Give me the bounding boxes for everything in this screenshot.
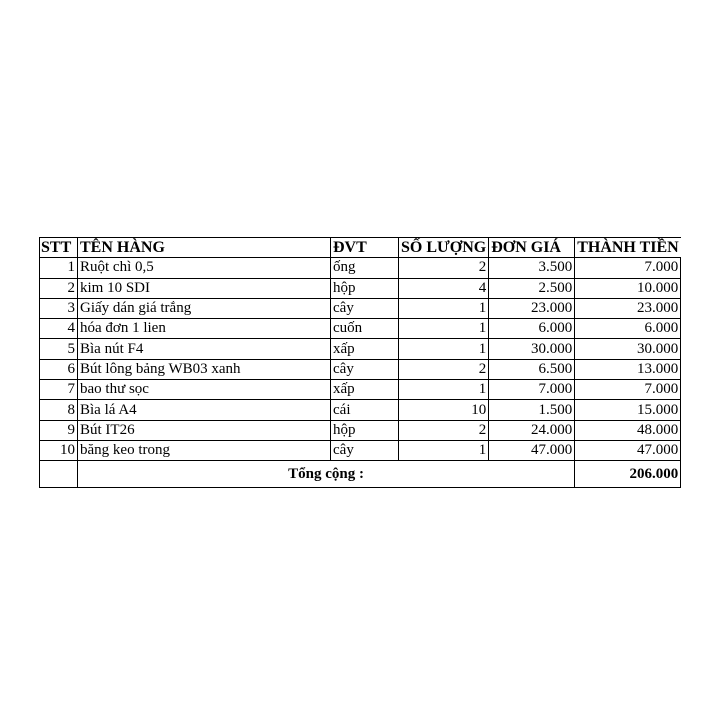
table-row (40, 359, 681, 379)
row-item-name: kim 10 SDI (78, 278, 331, 298)
row-unit: hộp (331, 278, 399, 298)
row-stt: 10 (40, 440, 78, 460)
row-quantity: 2 (399, 258, 489, 278)
total-value: 206.000 (575, 461, 681, 488)
header-amount: THÀNH TIỀN (575, 238, 681, 258)
row-quantity: 1 (399, 440, 489, 460)
row-amount: 10.000 (575, 278, 681, 298)
row-amount: 23.000 (575, 298, 681, 318)
row-item-name: Bút IT26 (78, 420, 331, 440)
row-unit: xấp (331, 380, 399, 400)
row-stt: 7 (40, 380, 78, 400)
total-label: Tổng cộng : (78, 461, 575, 488)
row-amount: 15.000 (575, 400, 681, 420)
header-stt: STT (40, 238, 78, 258)
row-unit-price: 24.000 (489, 420, 575, 440)
row-item-name: bao thư sọc (78, 380, 331, 400)
row-unit: cây (331, 440, 399, 460)
row-unit: cuốn (331, 319, 399, 339)
row-unit: cái (331, 400, 399, 420)
row-item-name: băng keo trong (78, 440, 331, 460)
header-unit: ĐVT (331, 238, 399, 258)
row-item-name: Bìa nút F4 (78, 339, 331, 359)
row-stt: 5 (40, 339, 78, 359)
table-row (40, 298, 681, 318)
invoice-table (39, 237, 681, 488)
row-item-name: Bút lông bảng WB03 xanh (78, 359, 331, 379)
header-quantity: SỐ LƯỢNG (399, 238, 489, 258)
row-unit-price: 2.500 (489, 278, 575, 298)
row-quantity: 4 (399, 278, 489, 298)
row-quantity: 2 (399, 359, 489, 379)
row-stt: 4 (40, 319, 78, 339)
row-stt: 3 (40, 298, 78, 318)
row-item-name: Ruột chì 0,5 (78, 258, 331, 278)
table-row (40, 319, 681, 339)
table-row (40, 380, 681, 400)
row-amount: 48.000 (575, 420, 681, 440)
row-unit-price: 6.500 (489, 359, 575, 379)
table-row (40, 420, 681, 440)
header-unit-price: ĐƠN GIÁ (489, 238, 575, 258)
row-unit-price: 6.000 (489, 319, 575, 339)
row-amount: 30.000 (575, 339, 681, 359)
row-item-name: hóa đơn 1 lien (78, 319, 331, 339)
header-row (40, 238, 681, 258)
row-stt: 8 (40, 400, 78, 420)
row-unit: cây (331, 359, 399, 379)
row-stt: 9 (40, 420, 78, 440)
row-amount: 47.000 (575, 440, 681, 460)
header-item-name: TÊN HÀNG (78, 238, 331, 258)
table-row (40, 278, 681, 298)
row-unit-price: 30.000 (489, 339, 575, 359)
row-amount: 7.000 (575, 258, 681, 278)
row-stt: 2 (40, 278, 78, 298)
row-amount: 13.000 (575, 359, 681, 379)
total-blank-cell (40, 461, 78, 488)
row-stt: 1 (40, 258, 78, 278)
row-unit: xấp (331, 339, 399, 359)
row-unit: hộp (331, 420, 399, 440)
row-unit-price: 23.000 (489, 298, 575, 318)
row-unit: cây (331, 298, 399, 318)
row-quantity: 1 (399, 298, 489, 318)
row-unit-price: 47.000 (489, 440, 575, 460)
row-unit: ống (331, 258, 399, 278)
total-row (40, 461, 681, 488)
table-row (40, 339, 681, 359)
table-row (40, 440, 681, 460)
row-amount: 7.000 (575, 380, 681, 400)
row-unit-price: 3.500 (489, 258, 575, 278)
row-unit-price: 1.500 (489, 400, 575, 420)
table-row (40, 258, 681, 278)
row-quantity: 2 (399, 420, 489, 440)
row-item-name: Bìa lá A4 (78, 400, 331, 420)
table-row (40, 400, 681, 420)
row-quantity: 1 (399, 319, 489, 339)
row-quantity: 1 (399, 380, 489, 400)
row-unit-price: 7.000 (489, 380, 575, 400)
row-stt: 6 (40, 359, 78, 379)
row-quantity: 1 (399, 339, 489, 359)
row-item-name: Giấy dán giá trắng (78, 298, 331, 318)
row-amount: 6.000 (575, 319, 681, 339)
row-quantity: 10 (399, 400, 489, 420)
